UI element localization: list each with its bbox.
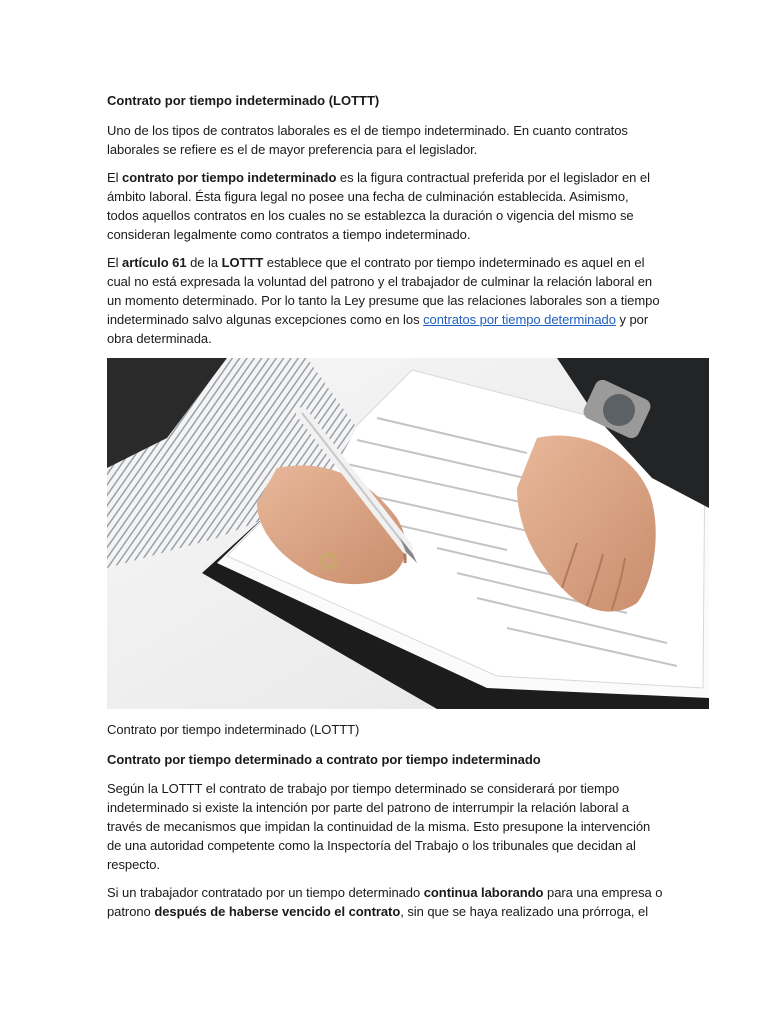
contract-signing-photo [107,358,709,709]
text: El [107,170,123,185]
text: establece que el contrato por tiempo indeterminado es aquel en el cual no está expresada la voluntad del patrono y el trabajador de culminar la relación laboral en un momento determinado. Por lo tanto la Ley presume que las relaciones laborales son a tiempo indeterminado salvo algunas excepciones como en los [107,255,660,327]
bold-lottt: LOTTT [221,255,264,270]
text: y por obra determinada. [107,312,649,346]
paragraph-article-61 [107,253,663,348]
paragraph-intro: Uno de los tipos de contratos laborales es el de tiempo indeterminado. En cuanto contratos laborales se refiere es el de mayor preferencia para el legislador. [107,123,628,157]
bold-despues: después de haberse vencido el contrato [154,904,401,919]
contratos-determinado-link[interactable]: contratos por tiempo determinado [423,312,616,327]
text: El [107,255,123,270]
bold-article: artículo 61 [122,255,187,270]
section-subtitle: Contrato por tiempo determinado a contrato por tiempo indeterminado [107,752,541,767]
text: Si un trabajador contratado por un tiempo determinado [107,885,424,900]
text: , sin que se haya realizado una prórroga, el [400,904,649,919]
bold-continua: continua laborando [423,885,544,900]
contract-signing-illustration [107,358,709,709]
image-caption: Contrato por tiempo indeterminado (LOTTT) [107,722,360,737]
paragraph-definition [107,168,663,244]
text: es la figura contractual preferida por el legislador en el ámbito laboral. Ésta figura legal no posee una fecha de culminación establecida. Asimismo, todos aquellos contratos en los cuales no se establezca la duración o vigencia del mismo se consideran legalmente como contratos a tiempo indeterminado. [107,170,650,242]
paragraph-continua-laborando [107,883,663,921]
text: para una empresa o patrono [107,885,663,919]
paragraph-lottt-conversion: Según la LOTTT el contrato de trabajo por tiempo determinado se considerará por tiempo indeterminado si existe la intención por parte del patrono de interrumpir la relación laboral a través de mecanismos que impidan la continuidad de la misma. Esto presupone la intervención de una autoridad competente como la Inspectoría del Trabajo o los tribunales que decidan al respecto. [107,781,651,872]
bold-term: contrato por tiempo indeterminado [122,170,337,185]
document-title: Contrato por tiempo indeterminado (LOTTT) [107,93,380,108]
text: de la [186,255,222,270]
